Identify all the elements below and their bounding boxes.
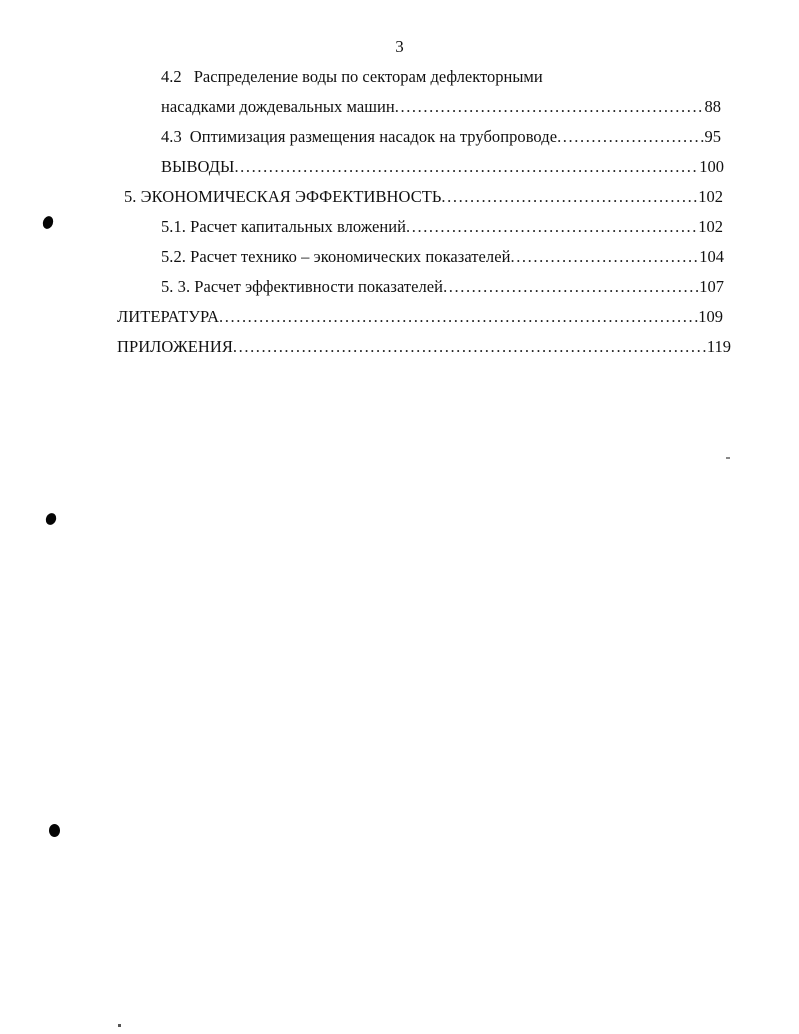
toc-entry-page: 104 — [699, 247, 724, 266]
dot-leader — [510, 246, 699, 268]
toc-entry-title: Распределение воды по секторам дефлекторными — [193, 67, 543, 86]
punch-hole-mark — [49, 824, 60, 837]
toc-entry-title: 5. ЭКОНОМИЧЕСКАЯ ЭФФЕКТИВНОСТЬ — [124, 187, 442, 206]
punch-hole-mark — [41, 215, 55, 231]
toc-entry-5-3[interactable] — [161, 276, 724, 298]
toc-entry-page: 100 — [699, 157, 724, 176]
toc-entry-page: 88 — [704, 97, 721, 116]
toc-entry-number: 4.2 — [161, 67, 182, 86]
toc-entry-page: 119 — [706, 337, 731, 356]
dot-leader — [441, 186, 698, 208]
dot-leader — [234, 156, 699, 178]
toc-entry-4-2-line1 — [161, 66, 543, 88]
dot-leader — [233, 336, 707, 358]
dot-leader — [395, 96, 705, 118]
dot-leader — [557, 126, 704, 148]
dot-leader — [443, 276, 699, 298]
toc-entry-4-3[interactable] — [161, 126, 721, 148]
toc-entry-page: 102 — [698, 187, 723, 206]
page-number: 3 — [395, 37, 404, 56]
toc-entry-title: 5.2. Расчет технико – экономических показателей — [161, 247, 511, 266]
toc-entry-conclusions[interactable] — [161, 156, 724, 178]
punch-hole-mark — [44, 511, 58, 526]
toc-entry-title: насадками дождевальных машин — [161, 97, 395, 116]
toc-entry-title-wrap — [161, 126, 557, 148]
toc-entry-5-2[interactable] — [161, 246, 724, 268]
scan-speck — [118, 1024, 121, 1027]
toc-entry-page: 95 — [704, 127, 721, 146]
toc-entry-title: ПРИЛОЖЕНИЯ — [117, 337, 233, 356]
dot-leader — [406, 216, 698, 238]
toc-entry-literature[interactable] — [117, 306, 723, 328]
toc-entry-appendices[interactable] — [117, 336, 731, 358]
toc-entry-number: 4.3 — [161, 127, 182, 146]
toc-entry-title: Оптимизация размещения насадок на трубопроводе — [189, 127, 558, 146]
toc-entry-page: 109 — [698, 307, 723, 326]
toc-entry-5[interactable] — [124, 186, 723, 208]
toc-entry-page: 102 — [698, 217, 723, 236]
toc-entry-4-2-line2[interactable] — [161, 96, 721, 118]
toc-entry-5-1[interactable] — [161, 216, 723, 238]
scan-speck — [726, 457, 730, 459]
toc-entry-title: ВЫВОДЫ — [161, 157, 235, 176]
dot-leader — [219, 306, 698, 328]
toc-entry-page: 107 — [699, 277, 724, 296]
toc-entry-title: 5.1. Расчет капитальных вложений — [161, 217, 407, 236]
toc-entry-title: ЛИТЕРАТУРА — [117, 307, 220, 326]
toc-entry-title: 5. 3. Расчет эффективности показателей — [161, 277, 444, 296]
